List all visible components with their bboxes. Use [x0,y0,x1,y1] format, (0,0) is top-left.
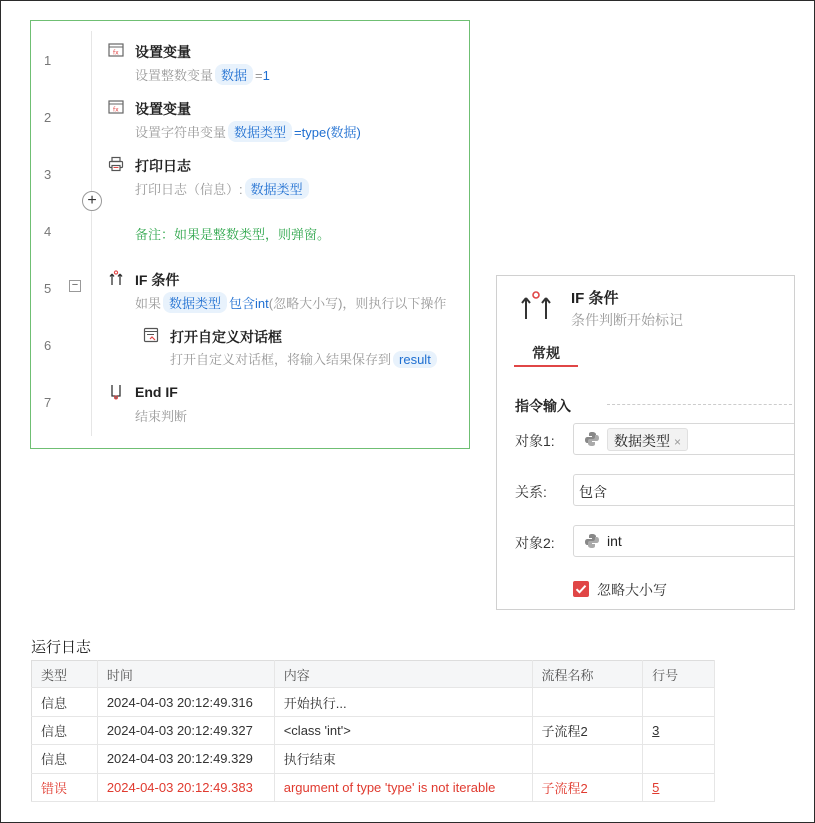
panel-title: IF 条件 [571,290,619,307]
desc-text: 设置字符串变量 [135,125,227,140]
log-type: 错误 [32,773,98,801]
step-desc [135,178,311,199]
log-time: 2024-04-03 20:12:49.329 [97,745,274,773]
fx-icon [108,42,124,58]
dialog-icon [143,327,159,343]
log-type: 信息 [32,688,98,716]
log-flow [532,688,643,716]
log-line-link[interactable]: 3 [652,722,660,738]
log-header-row [32,661,715,688]
log-content: 执行结束 [274,745,532,773]
step-title: 设置变量 [135,44,191,60]
log-row[interactable] [32,716,715,744]
log-flow: 子流程2 [532,773,643,801]
log-content: argument of type 'type' is not iterable [274,773,532,801]
log-line [643,716,715,744]
python-icon [584,533,600,549]
chip-remove-icon[interactable]: × [674,435,682,449]
object1-chip[interactable] [607,428,688,451]
log-row-error[interactable] [32,773,715,801]
flow-step-1[interactable] [31,31,469,88]
line-number: 4 [44,224,52,239]
flow-step-6[interactable] [31,316,469,373]
log-flow: 子流程2 [532,716,643,744]
printer-icon [108,156,124,172]
flow-editor [30,20,470,449]
log-line [643,773,715,801]
log-time: 2024-04-03 20:12:49.316 [97,688,274,716]
python-icon [584,431,600,447]
step-title: 打印日志 [135,158,191,174]
step-desc: 结束判断 [135,409,188,424]
line-number: 2 [44,110,52,125]
log-type: 信息 [32,745,98,773]
flow-step-2[interactable] [31,88,469,145]
step-title: End IF [135,384,178,400]
relation-value: 包含 [579,484,607,500]
step-desc [170,349,439,368]
panel-subtitle: 条件判断开始标记 [571,312,683,328]
step-desc [135,292,446,313]
desc-text: 如果 [135,296,162,311]
column-header[interactable]: 行号 [643,661,715,688]
log-line [643,745,715,773]
step-note: 备注：如果是整数类型，则弹窗。 [135,227,331,242]
line-number: 5 [44,281,52,296]
if-branch-icon [108,270,124,286]
line-number: 6 [44,338,52,353]
object1-label: 对象1: [515,433,555,449]
log-row[interactable] [32,688,715,716]
log-content: <class 'int'> [274,716,532,744]
variable-tag: 数据类型 [163,292,227,313]
line-number: 1 [44,53,52,68]
log-content: 开始执行... [274,688,532,716]
log-table [31,660,715,802]
step-desc [135,121,361,142]
svg-text:fx: fx [113,106,119,114]
variable-tag: 数据 [215,64,253,85]
log-flow [532,745,643,773]
variable-tag: 数据类型 [245,178,309,199]
log-line [643,688,715,716]
endif-icon [108,384,124,400]
log-row[interactable] [32,745,715,773]
ignore-case-checkbox[interactable] [573,581,589,597]
column-header[interactable]: 时间 [97,661,274,688]
variable-tag: 数据类型 [228,121,292,142]
collapse-button[interactable]: − [69,280,81,292]
desc-text: 设置整数变量 [135,68,214,83]
step-title: 设置变量 [135,101,191,117]
variable-tag: result [393,351,437,368]
line-number: 3 [44,167,52,182]
flow-step-7[interactable] [31,373,469,430]
object2-value: int [607,533,622,549]
log-time: 2024-04-03 20:12:49.327 [97,716,274,744]
column-header[interactable]: 类型 [32,661,98,688]
relation-select[interactable] [573,474,795,506]
relation-label: 关系: [515,484,547,500]
log-title: 运行日志 [31,639,92,656]
column-header[interactable]: 内容 [274,661,532,688]
fx-icon [108,99,124,115]
desc-text: =1 [255,68,270,83]
section-divider [607,404,795,405]
step-title: 打开自定义对话框 [170,329,282,345]
desc-text: (忽略大小写)，则执行以下操作 [268,296,447,311]
object2-field[interactable] [573,525,795,557]
tab-general[interactable]: 常规 [532,345,560,361]
desc-text: 打印日志（信息）: [135,182,243,197]
object2-label: 对象2: [515,535,555,551]
column-header[interactable]: 流程名称 [532,661,643,688]
if-branch-icon [519,290,553,320]
log-type: 信息 [32,716,98,744]
log-time: 2024-04-03 20:12:49.383 [97,773,274,801]
flow-step-5[interactable] [31,259,469,316]
ignore-case-label[interactable]: 忽略大小写 [597,582,667,598]
add-step-button[interactable]: + [82,191,102,211]
properties-panel [496,275,795,610]
section-title: 指令输入 [515,398,571,414]
step-desc [135,64,270,85]
chip-text: 数据类型 [614,433,670,449]
flow-step-4[interactable] [31,202,469,259]
desc-text: 打开自定义对话框，将输入结果保存到 [170,352,392,367]
log-line-link[interactable]: 5 [652,779,660,795]
step-title: IF 条件 [135,272,180,288]
svg-text:fx: fx [113,49,119,57]
active-tab-indicator [514,365,578,367]
line-number: 7 [44,395,52,410]
desc-text: =type(数据) [294,125,361,140]
object1-field[interactable] [573,423,795,455]
desc-text: 包含int [229,296,269,311]
